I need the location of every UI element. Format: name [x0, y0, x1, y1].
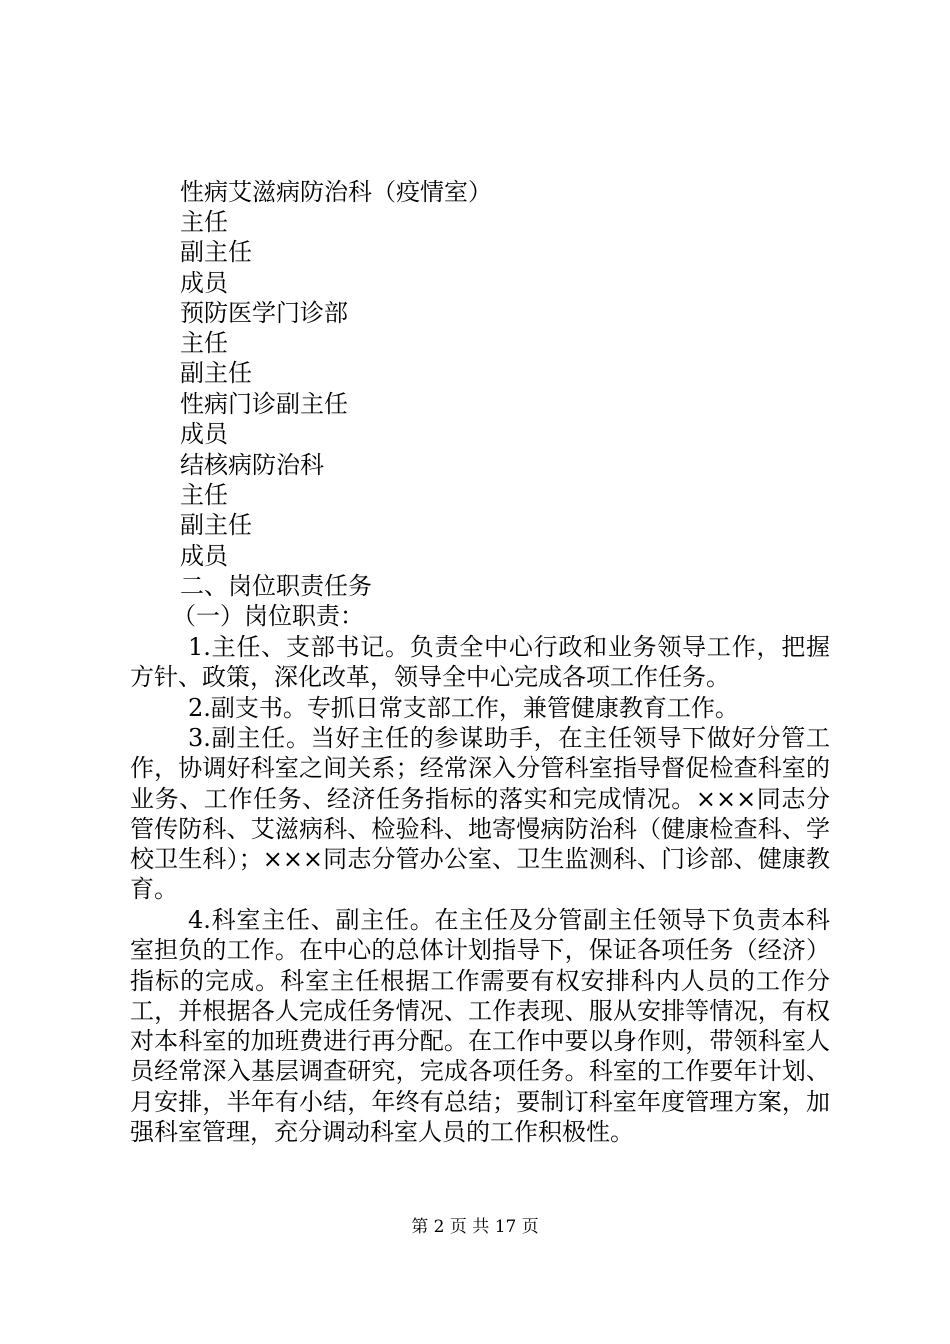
role-director: 主任 [180, 481, 228, 509]
section-heading-clinic: 预防医学门诊部 [180, 299, 348, 327]
role-deputy-director: 副主任 [180, 238, 252, 266]
section-heading-tb: 结核病防治科 [180, 451, 324, 479]
role-deputy-director: 副主任 [180, 359, 252, 387]
role-member: 成员 [180, 420, 228, 448]
role-std-clinic-deputy: 性病门诊副主任 [180, 390, 348, 418]
duty-paragraph-2: 2.副支书。专抓日常支部工作，兼管健康教育工作。 [188, 694, 739, 722]
section-heading-std-aids: 性病艾滋病防治科（疫情室） [180, 178, 492, 206]
role-member: 成员 [180, 542, 228, 570]
page-footer: 第 2 页 共 17 页 [411, 1217, 539, 1237]
duty-paragraph-4: 4.科室主任、副主任。在主任及分管副主任领导下负责本科室担负的工作。在中心的总体计划指导下，保证各项任务（经济）指标的完成。科室主任根据工作需要有权安排科内人员的工作分工，并根据各人完成任务情况、工作表现、服从安排等情况，有权对本科室的加班费进行再分配。在工作中要以身作则，带领科室人员经常深入基层调查研究，完成各项任务。科室的工作要年计划、月安排，半年有小结，年终有总结；要制订科室年度管理方案，加强科室管理，充分调动科室人员的工作积极性。 [130, 906, 830, 1147]
subsection-heading: （一）岗位职责： [172, 602, 364, 630]
role-member: 成员 [180, 269, 228, 297]
role-director: 主任 [180, 329, 228, 357]
role-director: 主任 [180, 208, 228, 236]
duty-paragraph-3: 3.副主任。当好主任的参谋助手，在主任领导下做好分管工作，协调好科室之间关系；经常深入分管科室指导督促检查科室的业务、工作任务、经济任务指标的落实和完成情况。×××同志分管传防科、艾滋病科、检验科、地寄慢病防治科（健康检查科、学校卫生科）；×××同志分管办公室、卫生监测科、门诊部、健康教育。 [130, 724, 830, 904]
duty-paragraph-1: 1.主任、支部书记。负责全中心行政和业务领导工作，把握方针、政策，深化改革，领导全中心完成各项工作任务。 [130, 633, 830, 692]
role-deputy-director: 副主任 [180, 511, 252, 539]
chapter-heading: 二、岗位职责任务 [180, 572, 372, 600]
